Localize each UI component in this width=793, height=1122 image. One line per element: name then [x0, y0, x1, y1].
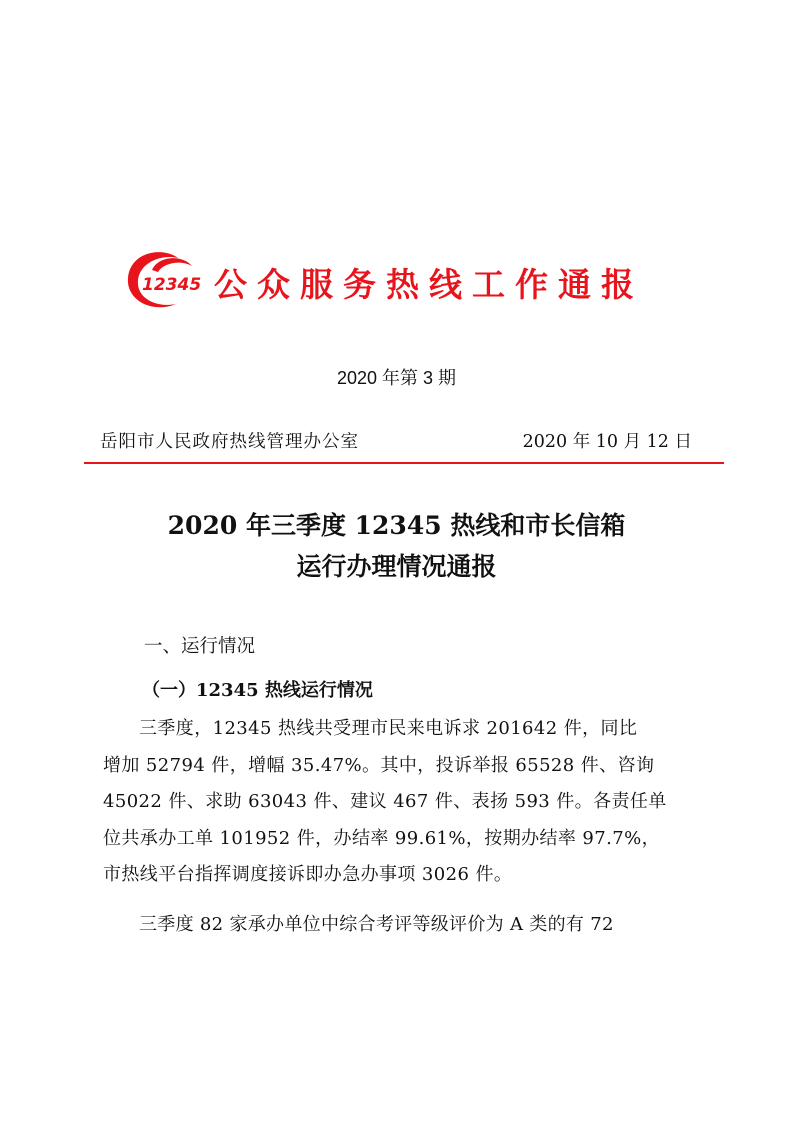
paragraph-line: 45022 件、求助 63043 件、建议 467 件、表扬 593 件。各责任单: [103, 791, 667, 813]
document-title: [0, 505, 793, 587]
subsection-heading: （一）12345 热线运行情况: [142, 680, 373, 701]
document-title-line-1: 2020 年三季度 12345 热线和市长信箱: [167, 511, 626, 540]
hotline-12345-logo: [122, 248, 204, 312]
paragraph-1: [103, 711, 703, 894]
logo-text: 12345: [142, 275, 202, 295]
paragraph-2: 三季度 82 家承办单位中综合考评等级评价为 A 类的有 72: [139, 914, 614, 935]
paragraph-line: 位共承办工单 101952 件，办结率 99.61%，按期办结率 97.7%，: [103, 827, 661, 849]
header-divider: [84, 462, 724, 464]
paragraph-line: 三季度，12345 热线共受理市民来电诉求 201642 件，同比: [139, 718, 638, 739]
paragraph-line: 市热线平台指挥调度接诉即办急办事项 3026 件。: [103, 864, 513, 886]
masthead-title: 公众服务热线工作通报: [214, 265, 644, 304]
document-title-line-2: 运行办理情况通报: [296, 552, 497, 581]
issue-date: 2020 年 10 月 12 日: [522, 432, 692, 452]
paragraph-line: 增加 52794 件，增幅 35.47%。其中，投诉举报 65528 件、咨询: [103, 754, 655, 776]
issuing-office: 岳阳市人民政府热线管理办公室: [100, 432, 359, 452]
issue-number: 2020 年第 3 期: [336, 368, 457, 388]
section-heading: 一、运行情况: [144, 636, 256, 657]
